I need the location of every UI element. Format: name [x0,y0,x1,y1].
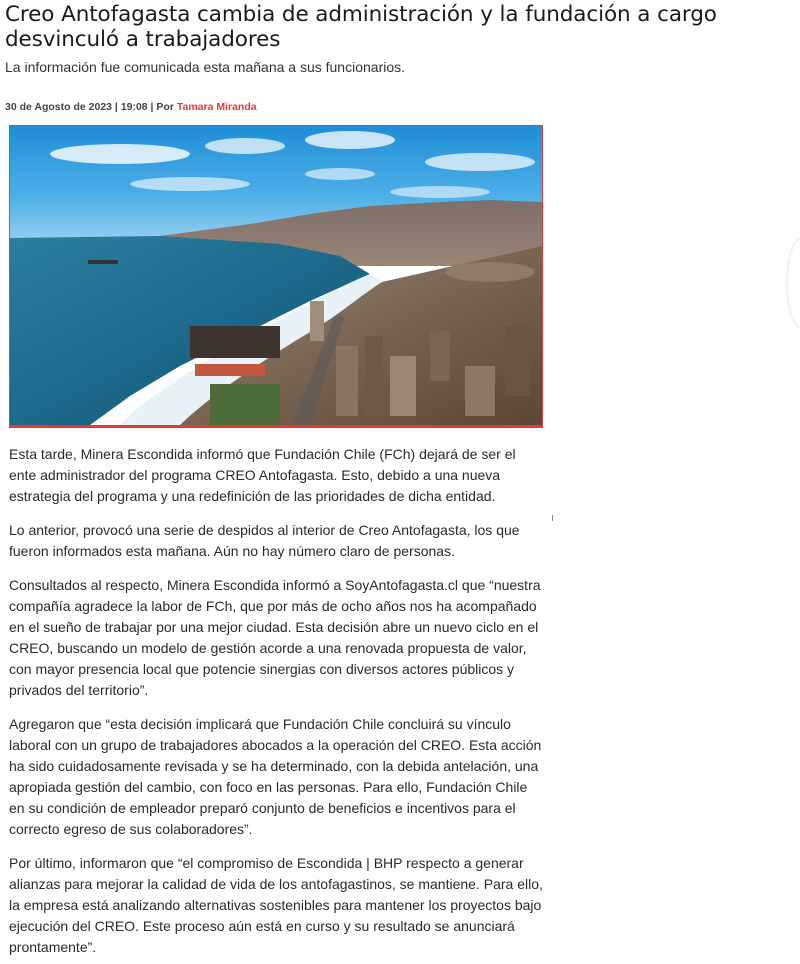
article-paragraph: Consultados al respecto, Minera Escondida informó a SoyAntofagasta.cl que “nuestra compañía agradece la labor de FCh, que por más de ocho años nos ha acompañado en el sueño de trabajar por una mejor ciudad. Esta decisión abre un nuevo ciclo en el CREO, buscando un modelo de gestión acorde a una renovada propuesta de valor, con mayor presencia local que potencie sinergias con diversos actores públicos y privados del territorio”. [9,577,541,698]
byline-by-label: Por [156,101,174,113]
hero-image [9,125,543,428]
article-paragraph: Por último, informaron que “el compromiso de Escondida | BHP respecto a generar alianzas para mejorar la calidad de vida de los antofagastinos, se mantiene. Para ello, la empresa está analizando alternativas sostenibles para mantener los proyectos bajo ejecución del CREO. Este proceso aún está en curso y su resultado se anunciará prontamente”. [9,855,543,955]
article-paragraph: Lo anterior, provocó una serie de despidos al interior de Creo Antofagasta, los que fueron informados esta mañana. Aún no hay número claro de personas. [9,522,520,559]
article-title: Creo Antofagasta cambia de administración y la fundación a cargo desvinculó a trabajadores [5,2,717,52]
edge-decoration [786,238,800,328]
article-byline [5,100,257,114]
article-body [9,444,544,964]
publish-date: 30 de Agosto de 2023 [5,101,112,113]
article-subtitle: La información fue comunicada esta mañana a sus funcionarios. [5,59,406,75]
byline-separator: | [114,101,121,113]
byline-separator: | [150,101,157,113]
author-link[interactable]: Tamara Miranda [176,101,257,113]
scroll-marker [552,515,553,521]
article-paragraph: Esta tarde, Minera Escondida informó que Fundación Chile (FCh) dejará de ser el ente administrador del programa CREO Antofagasta. Esto, debido a una nueva estrategia del programa y una redefinición de las prioridades de dicha entidad. [9,446,516,504]
aerial-city-coast-photo [10,126,542,425]
article-paragraph: Agregaron que “esta decisión implicará que Fundación Chile concluirá su vínculo laboral con un grupo de trabajadores abocados a la operación del CREO. Esta acción ha sido cuidadosamente revisada y se ha determinado, con la debida antelación, una apropiada gestión del cambio, con foco en las personas. Para ello, Fundación Chile en su condición de empleador preparó conjunto de beneficios e incentivos para el correcto egreso de sus colaboradores”. [9,716,542,837]
publish-time: 19:08 [120,101,148,113]
